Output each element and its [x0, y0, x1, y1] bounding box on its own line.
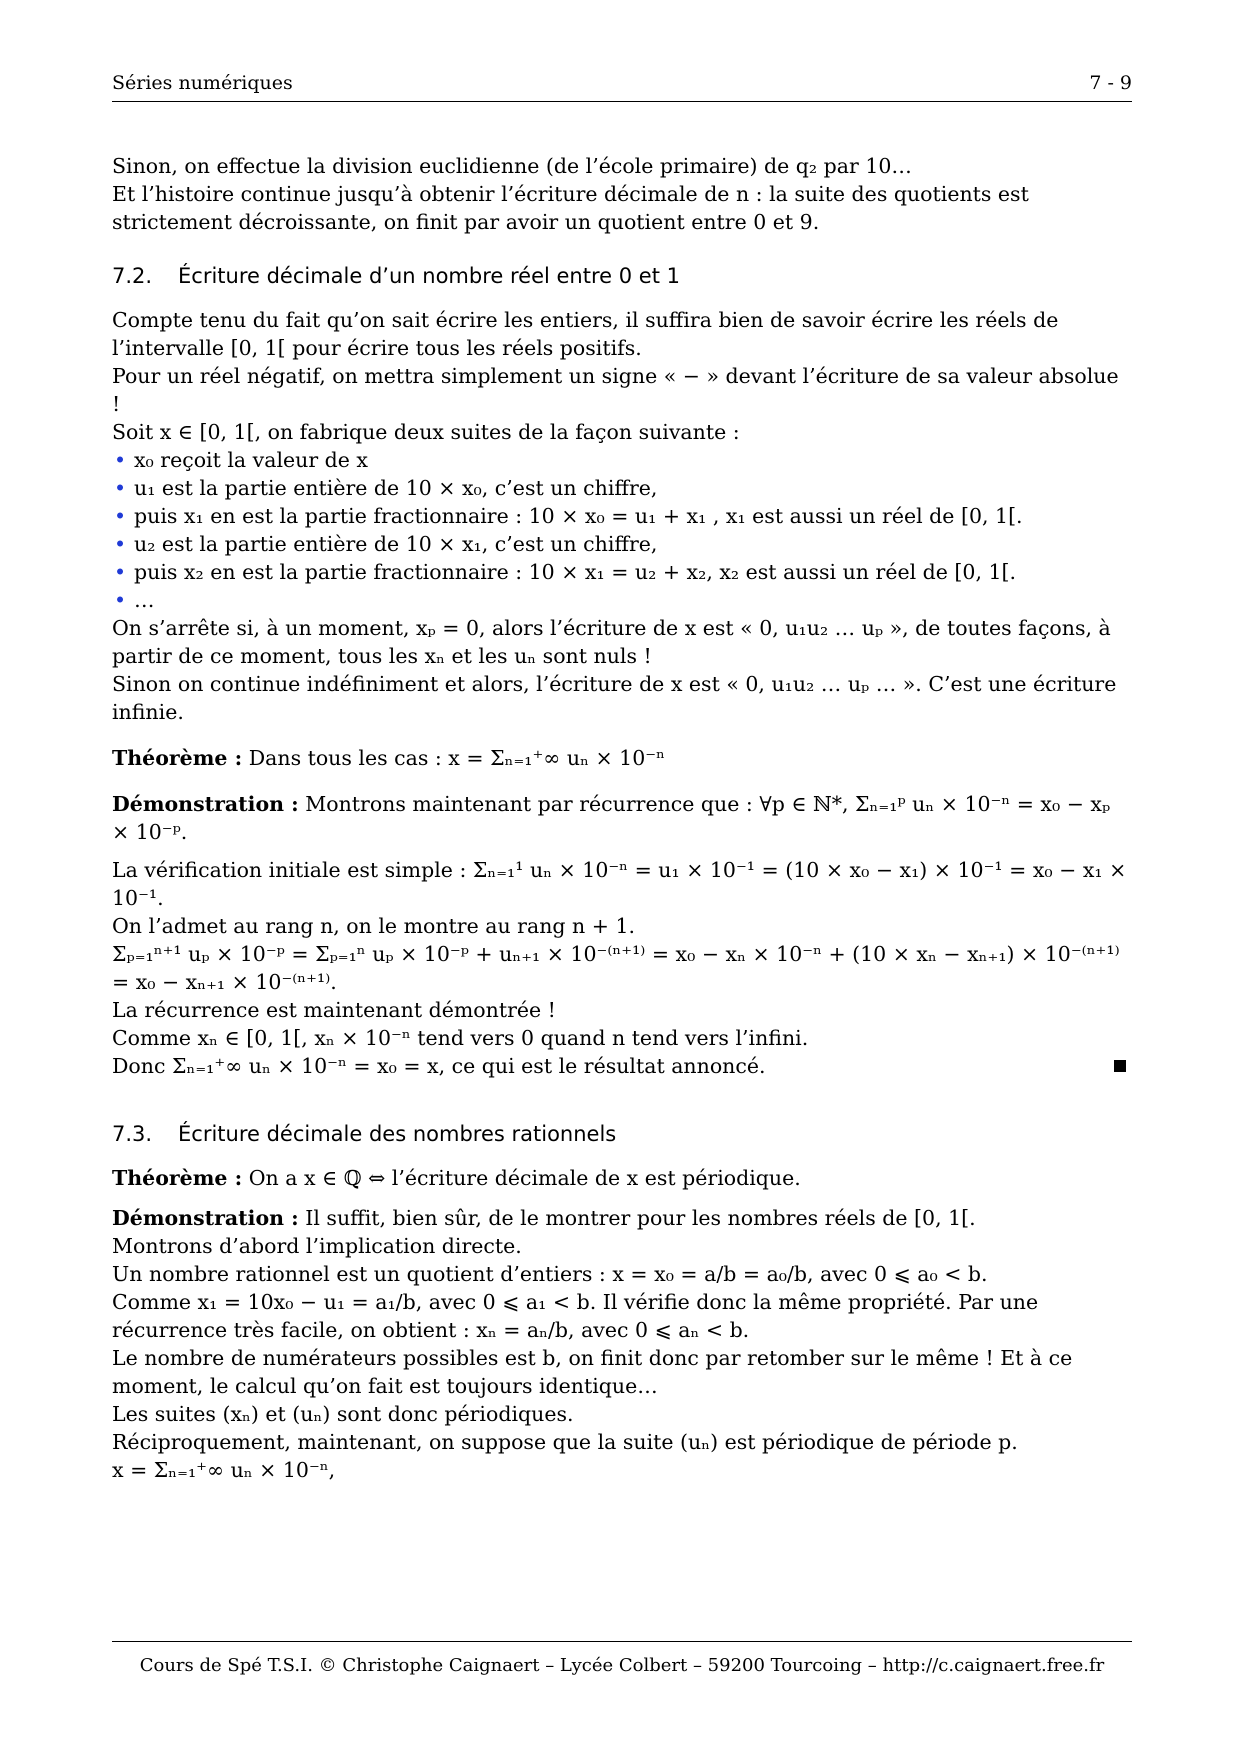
page-number: 7 - 9	[1089, 72, 1132, 94]
header-divider	[112, 101, 1132, 102]
demo-line: Le nombre de numérateurs possibles est b, on finit donc par retomber sur le même ! Et à ce moment, le calcul qu’on fait est toujours identique…	[112, 1346, 1073, 1398]
paragraph: Pour un réel négatif, on mettra simplement un signe « − » devant l’écriture de sa valeur absolue !	[112, 364, 1119, 416]
theorem	[112, 1164, 1132, 1192]
theorem-label: Théorème :	[112, 746, 243, 770]
list-item: • x₀ reçoit la valeur de x	[112, 446, 1132, 474]
demo-line: Comme xₙ ∈ [0, 1[, xₙ × 10⁻ⁿ tend vers 0 quand n tend vers l’infini.	[112, 1026, 809, 1050]
demo-line: La récurrence est maintenant démontrée !	[112, 998, 556, 1022]
demo-line: Montrons d’abord l’implication directe.	[112, 1234, 522, 1258]
demo-label: Démonstration :	[112, 792, 299, 816]
qed-square-icon	[1114, 1060, 1126, 1072]
demo-line: On l’admet au rang n, on le montre au rang n + 1.	[112, 914, 636, 938]
demo-line: Les suites (xₙ) et (uₙ) sont donc périodiques.	[112, 1402, 574, 1426]
section-title: Écriture décimale des nombres rationnels	[178, 1122, 617, 1146]
footer-divider	[112, 1641, 1132, 1642]
demo-label: Démonstration :	[112, 1206, 299, 1230]
paragraph: Soit x ∈ [0, 1[, on fabrique deux suites de la façon suivante :	[112, 420, 740, 444]
demo-line: x = Σₙ₌₁⁺∞ uₙ × 10⁻ⁿ,	[112, 1458, 336, 1482]
page-footer: Cours de Spé T.S.I. © Christophe Caignaert – Lycée Colbert – 59200 Tourcoing – http://c.caignaert.free.fr	[139, 1655, 1105, 1676]
theorem-text: On a x ∈ ℚ ⇔ l’écriture décimale de x est périodique.	[248, 1166, 801, 1190]
list-item: • puis x₂ en est la partie fractionnaire : 10 × x₁ = u₂ + x₂, x₂ est aussi un réel de [0, 1[.	[112, 558, 1132, 586]
demonstration	[112, 1204, 1132, 1232]
bullet-list	[112, 446, 1132, 614]
section-heading-7-3	[112, 1120, 1132, 1148]
theorem	[112, 744, 1132, 772]
section-number: 7.3.	[112, 1122, 153, 1146]
section-heading-7-2	[112, 262, 1132, 290]
main-content	[112, 152, 1132, 1484]
demo-line: = x₀ − xₙ₊₁ × 10⁻⁽ⁿ⁺¹⁾.	[112, 970, 337, 994]
paragraph: Compte tenu du fait qu’on sait écrire les entiers, il suffira bien de savoir écrire les réels de l’intervalle [0, 1[ pour écrire tous les réels positifs.	[112, 308, 1059, 360]
section-title: Écriture décimale d’un nombre réel entre 0 et 1	[178, 264, 680, 288]
page-header	[112, 72, 1132, 102]
list-item: • u₁ est la partie entière de 10 × x₀, c’est un chiffre,	[112, 474, 1132, 502]
demo-line: Un nombre rationnel est un quotient d’entiers : x = x₀ = a/b = a₀/b, avec 0 ⩽ a₀ < b.	[112, 1262, 988, 1286]
list-item: • puis x₁ en est la partie fractionnaire : 10 × x₀ = u₁ + x₁ , x₁ est aussi un réel de [0, 1[.	[112, 502, 1132, 530]
demo-conclusion	[112, 1052, 1132, 1080]
theorem-text: Dans tous les cas : x = Σₙ₌₁⁺∞ uₙ × 10⁻ⁿ	[248, 746, 665, 770]
demo-line: Comme x₁ = 10x₀ − u₁ = a₁/b, avec 0 ⩽ a₁ < b. Il vérifie donc la même propriété. Par une récurrence très facile, on obtient : xₙ = aₙ/b, avec 0 ⩽ aₙ < b.	[112, 1290, 1039, 1342]
demo-line: Réciproquement, maintenant, on suppose que la suite (uₙ) est périodique de période p.	[112, 1430, 1018, 1454]
intro-line: Et l’histoire continue jusqu’à obtenir l’écriture décimale de n : la suite des quotients est strictement décroissante, on finit par avoir un quotient entre 0 et 9.	[112, 182, 1029, 234]
intro-line: Sinon, on effectue la division euclidienne (de l’école primaire) de q₂ par 10…	[112, 154, 912, 178]
paragraph: Sinon on continue indéfiniment et alors, l’écriture de x est « 0, u₁u₂ … uₚ … ». C’est une écriture infinie.	[112, 672, 1117, 724]
demo-end-text: Donc Σₙ₌₁⁺∞ uₙ × 10⁻ⁿ = x₀ = x, ce qui est le résultat annoncé.	[112, 1054, 766, 1078]
demo-text: Il suffit, bien sûr, de le montrer pour les nombres réels de [0, 1[.	[305, 1206, 976, 1230]
demo-text: Montrons maintenant par récurrence que : ∀p ∈ ℕ*, Σₙ₌₁ᵖ uₙ × 10⁻ⁿ = x₀ − xₚ × 10⁻ᵖ.	[112, 792, 1111, 844]
list-item: • …	[112, 586, 1132, 614]
paragraph: On s’arrête si, à un moment, xₚ = 0, alors l’écriture de x est « 0, u₁u₂ … uₚ », de toutes façons, à partir de ce moment, tous les xₙ et les uₙ sont nuls !	[112, 616, 1111, 668]
list-item: • u₂ est la partie entière de 10 × x₁, c’est un chiffre,	[112, 530, 1132, 558]
section-number: 7.2.	[112, 264, 153, 288]
header-title: Séries numériques	[112, 72, 293, 94]
theorem-label: Théorème :	[112, 1166, 243, 1190]
demo-line: Σₚ₌₁ⁿ⁺¹ uₚ × 10⁻ᵖ = Σₚ₌₁ⁿ uₚ × 10⁻ᵖ + uₙ₊₁ × 10⁻⁽ⁿ⁺¹⁾ = x₀ − xₙ × 10⁻ⁿ + (10 × xₙ − xₙ₊₁) × 10⁻⁽ⁿ⁺¹⁾	[112, 942, 1120, 966]
document-page	[112, 0, 1132, 1754]
demonstration	[112, 790, 1132, 846]
demo-line: La vérification initiale est simple : Σₙ₌₁¹ uₙ × 10⁻ⁿ = u₁ × 10⁻¹ = (10 × x₀ − x₁) × 10⁻¹ = x₀ − x₁ × 10⁻¹.	[112, 858, 1127, 910]
